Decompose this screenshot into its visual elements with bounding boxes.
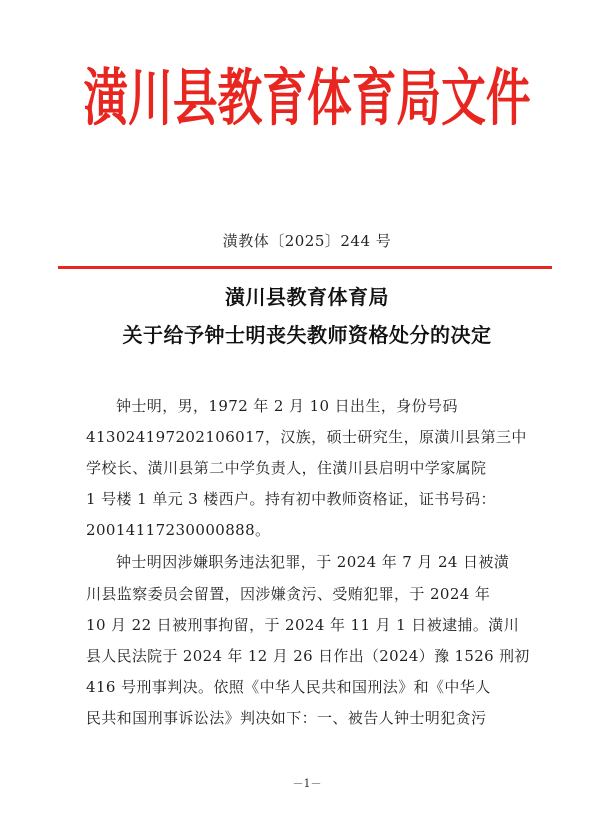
- body-line-4: 1 号楼 1 单元 3 楼西户。持有初中教师资格证，证书号码：: [86, 490, 496, 508]
- page-number: －1－: [292, 777, 322, 790]
- body-line-2: 413024197202106017，汉族，硕士研究生，原潢川县第三中: [86, 428, 527, 446]
- body-line-1: 钟士明，男，1972 年 2 月 10 日出生，身份号码: [116, 397, 458, 415]
- document-title-line-2: 关于给予钟士明丧失教师资格处分的决定: [122, 323, 492, 347]
- red-divider-line: [58, 266, 552, 269]
- document-number: 潢教体〔2025〕244 号: [222, 232, 392, 250]
- body-line-7: 川县监察委员会留置，因涉嫌贪污、受贿犯罪，于 2024 年: [86, 585, 491, 603]
- document-title-line-1: 潢川县教育体育局: [225, 285, 389, 309]
- issuer-header-title: 潢川县教育体育局文件: [83, 63, 531, 135]
- body-line-6: 钟士明因涉嫌职务违法犯罪，于 2024 年 7 月 24 日被潢: [116, 553, 510, 571]
- body-line-10: 416 号刑事判决。依照《中华人民共和国刑法》和《中华人: [86, 678, 491, 696]
- body-line-5: 20014117230000888。: [86, 521, 271, 539]
- body-line-8: 10 月 22 日被刑事拘留，于 2024 年 11 月 1 日被逮捕。潢川: [86, 616, 520, 634]
- body-line-9: 县人民法院于 2024 年 12 月 26 日作出（2024）豫 1526 刑初: [86, 647, 530, 665]
- body-line-11: 民共和国刑事诉讼法》判决如下：一、被告人钟士明犯贪污: [86, 709, 487, 727]
- body-line-3: 学校长、潢川县第二中学负责人，住潢川县启明中学家属院: [86, 459, 487, 477]
